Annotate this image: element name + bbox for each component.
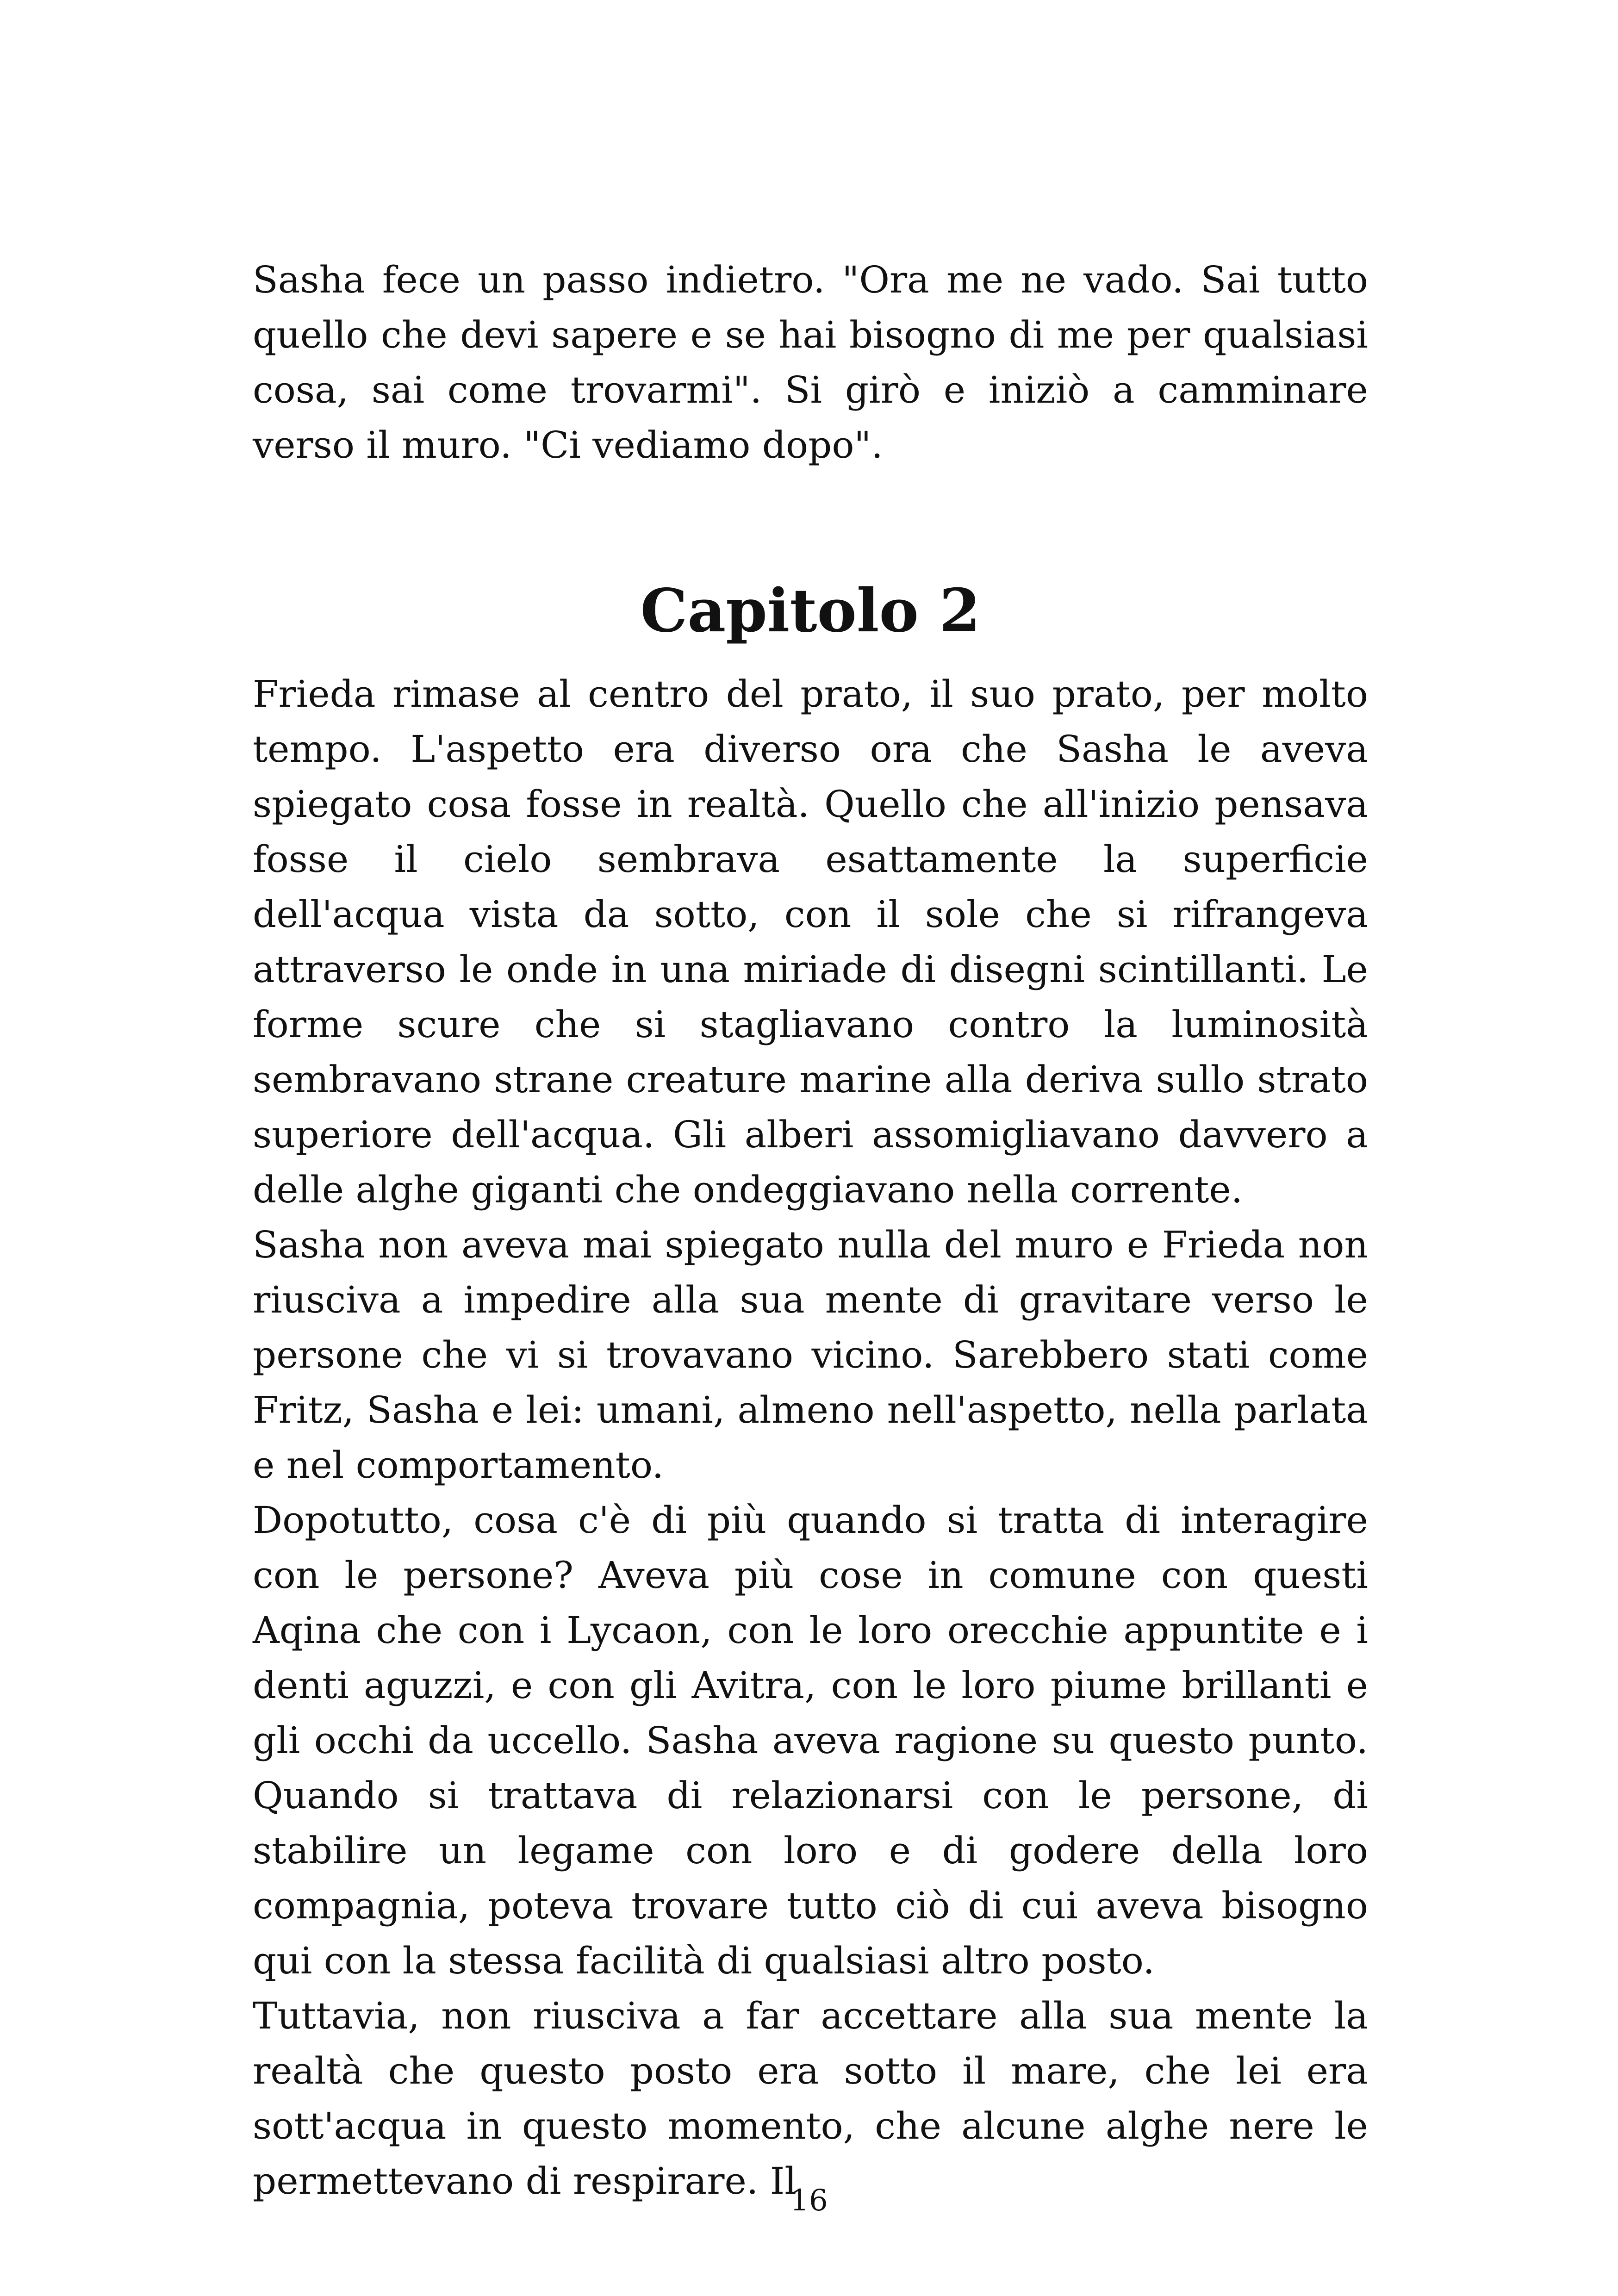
chapter-paragraph-1: Frieda rimase al centro del prato, il suo prato, per molto tempo. L'aspetto era diverso ora che Sasha le aveva spiegato cosa fosse in realtà. Quello che all'inizio pensava fosse il cielo sembrava esattamente la superficie dell'acqua vista da sotto, con il sole che si rifrangeva attraverso le onde in una miriade di disegni scintillanti. Le forme scure che si stagliavano contro la luminosità sembravano strane creature marine alla deriva sullo strato superiore dell'acqua. Gli alberi assomigliavano davvero a delle alghe giganti che ondeggiavano nella corrente. <box>253 672 1368 1211</box>
chapter-title: Capitolo 2 <box>640 576 981 646</box>
page-number: 16 <box>790 2184 828 2218</box>
intro-paragraph: Sasha fece un passo indietro. "Ora me ne vado. Sai tutto quello che devi sapere e se hai bisogno di me per qualsiasi cosa, sai come trovarmi". Si girò e iniziò a camminare verso il muro. "Ci vediamo dopo". <box>253 258 1368 467</box>
chapter-paragraph-4: Tuttavia, non riusciva a far accettare alla sua mente la realtà che questo posto era sotto il mare, che lei era sott'acqua in questo momento, che alcune alghe nere le permettevano di respirare. Il <box>253 1994 1368 2203</box>
chapter-paragraph-3: Dopotutto, cosa c'è di più quando si tratta di interagire con le persone? Aveva più cose in comune con questi Aqina che con i Lycaon, con le loro orecchie appuntite e i denti aguzzi, e con gli Avitra, con le loro piume brillanti e gli occhi da uccello. Sasha aveva ragione su questo punto. Quando si trattava di relazionarsi con le persone, di stabilire un legame con loro e di godere della loro compagnia, poteva trovare tutto ciò di cui aveva bisogno qui con la stessa facilità di qualsiasi altro posto. <box>253 1499 1368 1982</box>
intro-text <box>253 252 1368 473</box>
chapter-paragraph-2: Sasha non aveva mai spiegato nulla del muro e Frieda non riusciva a impedire alla sua mente di gravitare verso le persone che vi si trovavano vicino. Sarebbero stati come Fritz, Sasha e lei: umani, almeno nell'aspetto, nella parlata e nel comportamento. <box>253 1223 1368 1487</box>
chapter-body <box>253 666 1368 2209</box>
